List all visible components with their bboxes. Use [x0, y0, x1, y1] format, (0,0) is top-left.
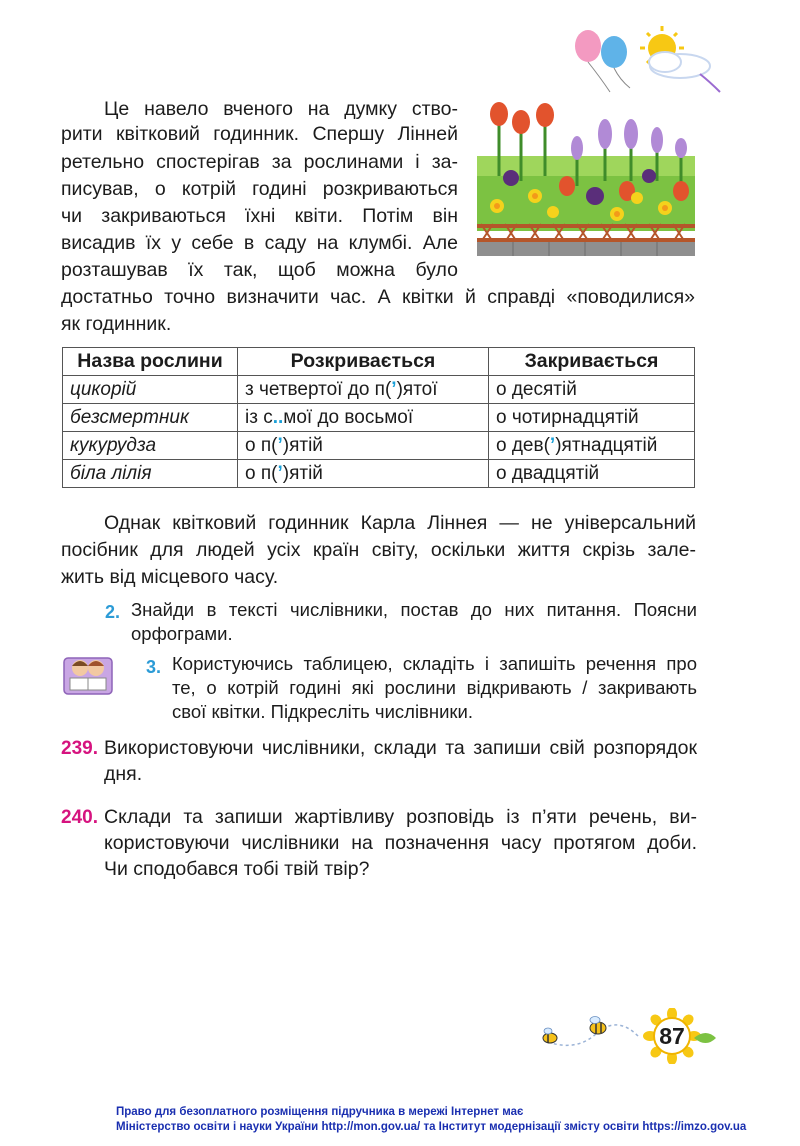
task3-line-3: свої квітки. Підкресліть числівники. — [172, 701, 474, 722]
apostrophe-mark: ’ — [277, 435, 283, 456]
bees-icon — [538, 1012, 648, 1056]
exercise-240-number: 240. — [61, 807, 98, 828]
table-row — [63, 404, 695, 432]
intro-line-1: Це навело вченого на думку ство- — [104, 98, 458, 120]
table-header-row — [63, 348, 695, 376]
task2-number: 2. — [105, 602, 121, 622]
task2-line-2: орфограми. — [131, 623, 233, 644]
exercise-240-line-1: Склади та запиши жартівливу розповідь із п’яти речень, ви- — [104, 806, 697, 828]
header-opens: Розкривається — [238, 348, 489, 376]
paragraph2-line-3: жить від місцевого часу. — [61, 566, 279, 588]
footer-line-2: Міністерство освіти і науки України http://mon.gov.ua/ та Інститут модернізації змісту освіти https://imzo.gov.ua — [116, 1121, 747, 1133]
task3-number: 3. — [146, 657, 162, 677]
apostrophe-mark: ’ — [277, 463, 283, 484]
flower-clock-table — [62, 347, 695, 488]
opens-cell: із с..мої до восьмої — [238, 404, 489, 432]
closes-cell: о чотирнадцятій — [489, 404, 695, 432]
missing-letter-mark: .. — [272, 407, 284, 428]
plant-name-cell: біла лілія — [63, 460, 238, 488]
opens-cell: з четвертої до п(’)ятої — [238, 376, 489, 404]
closes-cell: о двадцятій — [489, 460, 695, 488]
flower-bed-illustration — [477, 96, 695, 258]
task2-line-1: Знайди в тексті числівники, постав до них питання. Поясни — [131, 599, 697, 620]
intro-line-7: розташував їх так, щоб можна було — [61, 259, 458, 281]
header-plant-name: Назва рослини — [63, 348, 238, 376]
intro-line-2: рити квітковий годинник. Спершу Лінней — [61, 123, 458, 145]
plant-name-cell: кукурудза — [63, 432, 238, 460]
footer-line-1: Право для безоплатного розміщення підручника в мережі Інтернет має — [116, 1106, 524, 1118]
closes-cell: о дев(’)ятнадцятій — [489, 432, 695, 460]
exercise-240-line-2: користовуючи числівники на позначення часу протягом доби. — [104, 832, 697, 854]
exercise-240-line-3: Чи сподобався тобі твій твір? — [104, 858, 370, 880]
intro-line-6: висадив їх у себе в саду на клумбі. Але — [61, 232, 458, 254]
table-row — [63, 460, 695, 488]
exercise-239-number: 239. — [61, 738, 98, 759]
children-reading-icon — [60, 648, 116, 698]
exercise-239-line-1: Використовуючи числівники, склади та запиши свій розпорядок — [104, 737, 697, 759]
intro-line-5: чи закриваються їхні квіти. Потім він — [61, 205, 458, 227]
task3-line-2: те, о котрій годині які рослини відкривають / закривають — [172, 677, 697, 698]
plant-name-cell: безсмертник — [63, 404, 238, 432]
intro-line-8: достатньо точно визначити час. А квітки й справді «поводилися» — [61, 286, 695, 308]
sun-balloons-icon — [570, 22, 730, 102]
intro-line-3: ретельно спостерігав за рослинами і за- — [61, 151, 458, 173]
table-row — [63, 432, 695, 460]
intro-line-4: писував, о котрій годині розкриваються — [61, 178, 458, 200]
opens-cell: о п(’)ятій — [238, 460, 489, 488]
page-number: 87 — [659, 1023, 685, 1049]
apostrophe-mark: ’ — [391, 379, 397, 400]
apostrophe-mark: ’ — [549, 435, 556, 456]
intro-line-9: як годинник. — [61, 313, 172, 335]
task3-line-1: Користуючись таблицею, складіть і запишіть речення про — [172, 653, 697, 674]
plant-name-cell: цикорій — [63, 376, 238, 404]
exercise-239-line-2: дня. — [104, 763, 143, 785]
closes-cell: о десятій — [489, 376, 695, 404]
paragraph2-line-2: посібник для людей усіх країн світу, оскільки життя скрізь зале- — [61, 539, 696, 561]
header-closes: Закривається — [489, 348, 695, 376]
paragraph2-line-1: Однак квітковий годинник Карла Ліннея — не універсальний — [104, 512, 696, 534]
opens-cell: о п(’)ятій — [238, 432, 489, 460]
table-row — [63, 376, 695, 404]
